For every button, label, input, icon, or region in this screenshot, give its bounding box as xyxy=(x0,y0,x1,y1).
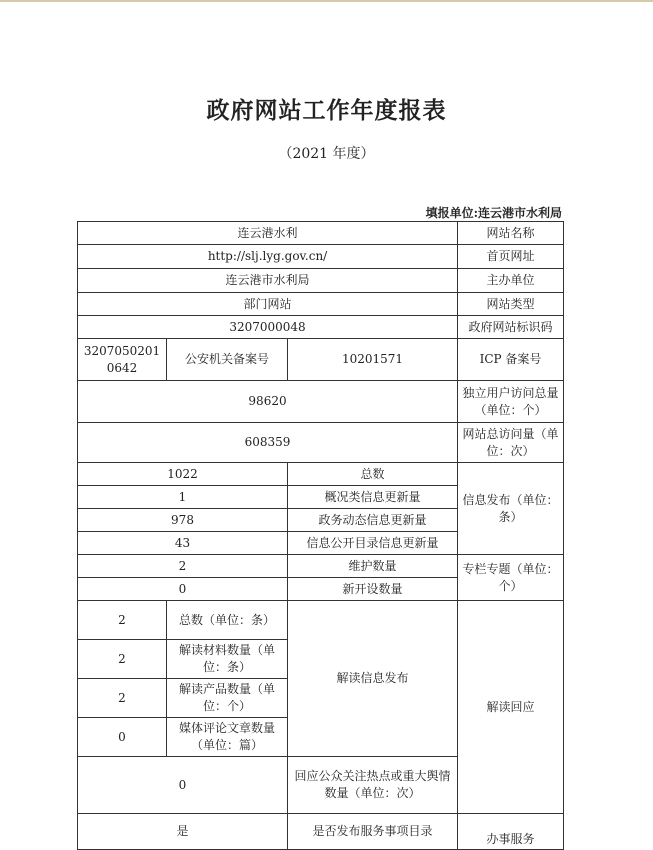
info-total-value: 1022 xyxy=(78,463,288,486)
table-row xyxy=(78,814,564,850)
interpret-product-value: 2 xyxy=(78,679,167,718)
info-catalog-value: 43 xyxy=(78,532,288,555)
interpret-group-label: 解读回应 xyxy=(458,601,564,814)
info-group-label: 信息发布（单位：条） xyxy=(458,463,564,555)
info-total-label: 总数 xyxy=(288,463,458,486)
interpret-media-value: 0 xyxy=(78,718,167,757)
police-record-label: 公安机关备案号 xyxy=(167,339,288,381)
table-row xyxy=(78,222,564,245)
icp-label: ICP 备案号 xyxy=(458,339,564,381)
report-table xyxy=(77,221,564,850)
homepage-label: 首页网址 xyxy=(458,245,564,269)
top-rule xyxy=(0,0,653,2)
info-news-label: 政务动态信息更新量 xyxy=(288,509,458,532)
column-group-label: 专栏专题（单位：个） xyxy=(458,555,564,601)
table-row xyxy=(78,245,564,269)
column-new-value: 0 xyxy=(78,578,288,601)
column-new-label: 新开设数量 xyxy=(288,578,458,601)
service-catalog-value: 是 xyxy=(78,814,288,850)
interpret-total-label: 总数（单位：条） xyxy=(167,601,288,640)
interpret-total-value: 2 xyxy=(78,601,167,640)
service-group-label: 办事服务 xyxy=(458,814,564,850)
column-maintain-value: 2 xyxy=(78,555,288,578)
site-code-value: 3207000048 xyxy=(78,316,458,339)
interpret-material-label: 解读材料数量（单位：条） xyxy=(167,640,288,679)
table-row xyxy=(78,381,564,423)
column-maintain-label: 维护数量 xyxy=(288,555,458,578)
sponsor-value: 连云港市水利局 xyxy=(78,269,458,293)
table-row xyxy=(78,316,564,339)
site-type-label: 网站类型 xyxy=(458,293,564,316)
table-row xyxy=(78,601,564,640)
site-type-value: 部门网站 xyxy=(78,293,458,316)
sponsor-label: 主办单位 xyxy=(458,269,564,293)
interpret-material-value: 2 xyxy=(78,640,167,679)
info-news-value: 978 xyxy=(78,509,288,532)
report-year: （2021 年度） xyxy=(278,146,375,162)
homepage-value: http://slj.lyg.gov.cn/ xyxy=(78,245,458,269)
table-row xyxy=(78,293,564,316)
table-row xyxy=(78,423,564,463)
police-record-value: 32070502010642 xyxy=(78,339,167,381)
hot-topic-value: 0 xyxy=(78,757,288,814)
info-overview-label: 概况类信息更新量 xyxy=(288,486,458,509)
table-row xyxy=(78,339,564,381)
table-row xyxy=(78,555,564,578)
interpret-sub-label: 解读信息发布 xyxy=(288,601,458,757)
total-visits-value: 608359 xyxy=(78,423,458,463)
unique-visitors-value: 98620 xyxy=(78,381,458,423)
filler-unit: 填报单位:连云港市水利局 xyxy=(425,206,562,220)
service-catalog-label: 是否发布服务事项目录 xyxy=(288,814,458,850)
unique-visitors-label: 独立用户访问总量（单位：个） xyxy=(458,381,564,423)
page-title: 政府网站工作年度报表 xyxy=(206,97,447,124)
table-row xyxy=(78,269,564,293)
site-name-value: 连云港水利 xyxy=(78,222,458,245)
interpret-product-label: 解读产品数量（单位：个） xyxy=(167,679,288,718)
table-row xyxy=(78,463,564,486)
total-visits-label: 网站总访问量（单位：次） xyxy=(458,423,564,463)
info-overview-value: 1 xyxy=(78,486,288,509)
site-name-label: 网站名称 xyxy=(458,222,564,245)
icp-value: 10201571 xyxy=(288,339,458,381)
info-catalog-label: 信息公开目录信息更新量 xyxy=(288,532,458,555)
interpret-media-label: 媒体评论文章数量（单位：篇） xyxy=(167,718,288,757)
site-code-label: 政府网站标识码 xyxy=(458,316,564,339)
hot-topic-label: 回应公众关注热点或重大舆情数量（单位：次） xyxy=(288,757,458,814)
